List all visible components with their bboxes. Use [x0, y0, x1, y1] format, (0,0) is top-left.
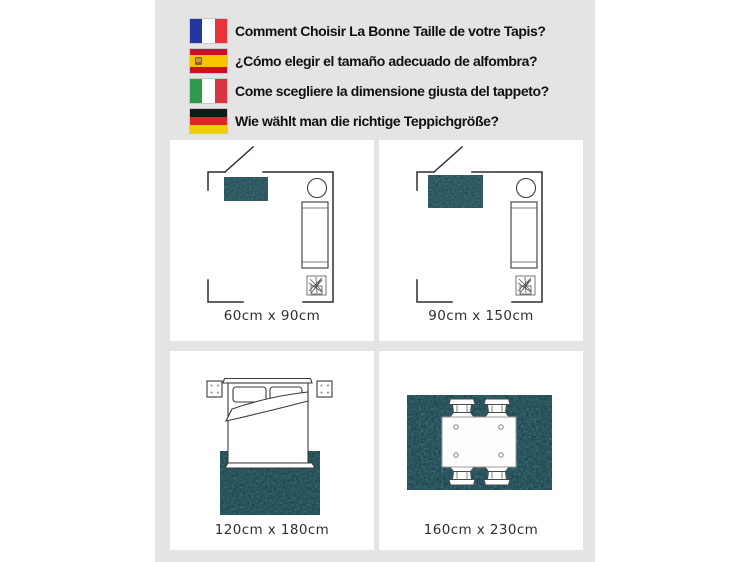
- germany-flag-icon: [190, 109, 227, 133]
- bedroom-floorplan-small-rug-diagram: [170, 140, 374, 310]
- france-flag-icon: [190, 19, 227, 43]
- infographic-canvas: [155, 0, 595, 562]
- header-text-italian: Come scegliere la dimensione giusta del tappeto?: [235, 83, 549, 99]
- rug-size-label: 120cm x 180cm: [214, 522, 330, 538]
- multilanguage-header: [190, 19, 549, 139]
- chair-top-left: [449, 399, 475, 417]
- bed: [511, 202, 537, 268]
- pillow-left: [233, 387, 266, 402]
- rug-60x90: [224, 177, 268, 201]
- bed: [302, 202, 328, 268]
- nightstand-left: [207, 381, 222, 397]
- chair-top-right: [484, 399, 510, 417]
- header-text-french: Comment Choisir La Bonne Taille de votre Tapis?: [235, 23, 546, 39]
- double-bed: [223, 379, 315, 469]
- side-table: [308, 179, 327, 198]
- header-row-spanish: [190, 49, 549, 73]
- header-text-german: Wie wählt man die richtige Teppichgröße?: [235, 113, 499, 129]
- chair-bottom-right: [484, 467, 510, 485]
- potted-plant: [307, 276, 326, 295]
- dining-table-top-view-diagram: [379, 351, 583, 523]
- panel-rug-90x150: [379, 140, 583, 341]
- rug-size-label: 60cm x 90cm: [223, 308, 321, 324]
- rug-90x150: [428, 175, 483, 208]
- double-bed-top-view-diagram: [170, 351, 374, 523]
- footboard: [225, 463, 315, 468]
- rug-size-label: 90cm x 150cm: [428, 308, 534, 324]
- side-table: [517, 179, 536, 198]
- panel-rug-160x230: [379, 351, 583, 550]
- door-swing-line: [434, 147, 462, 172]
- header-row-french: [190, 19, 549, 43]
- dining-table: [442, 417, 516, 467]
- chair-bottom-left: [449, 467, 475, 485]
- panel-rug-60x90: [170, 140, 374, 341]
- door-swing-line: [225, 147, 253, 172]
- panel-rug-120x180: [170, 351, 374, 550]
- header-row-italian: [190, 79, 549, 103]
- nightstand-right: [317, 381, 332, 397]
- spain-coat-of-arms: [195, 57, 202, 65]
- header-row-german: [190, 109, 549, 133]
- italy-flag-icon: [190, 79, 227, 103]
- rug-size-label: 160cm x 230cm: [423, 522, 539, 538]
- spain-flag-icon: [190, 49, 227, 73]
- bedroom-floorplan-medium-rug-diagram: [379, 140, 583, 310]
- header-text-spanish: ¿Cómo elegir el tamaño adecuado de alfombra?: [235, 53, 538, 69]
- potted-plant: [516, 276, 535, 295]
